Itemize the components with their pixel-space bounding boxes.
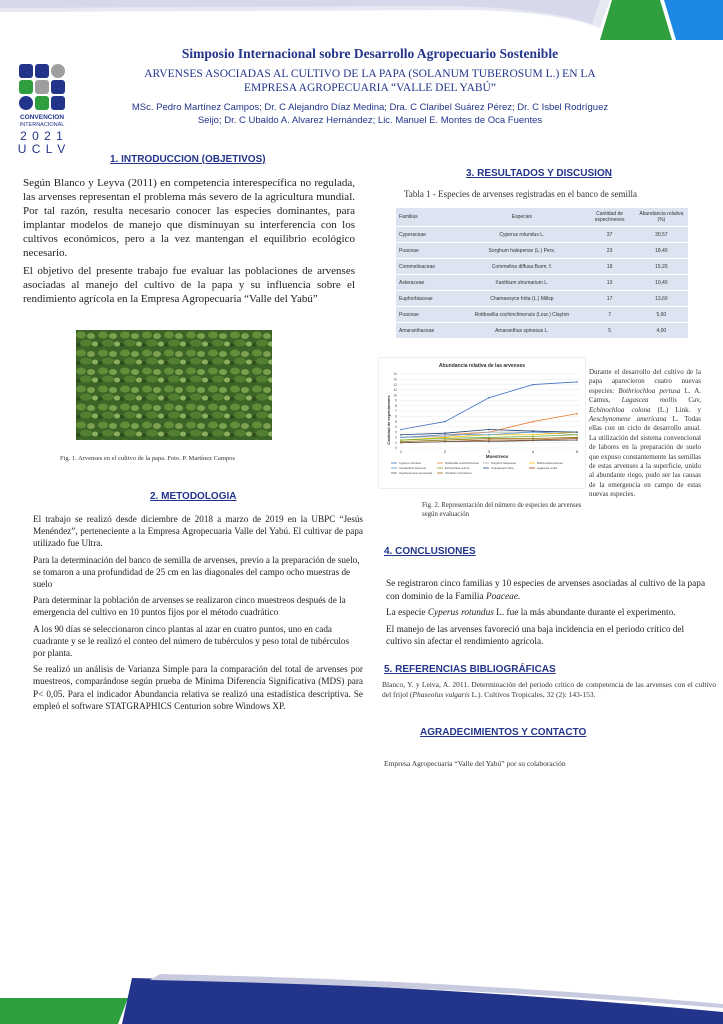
intro-text <box>23 176 355 310</box>
legend-label: Bothriochloa pertusa <box>537 461 563 465</box>
data-point <box>400 437 402 439</box>
th-abundancia: Abundancia relativa (%) <box>635 208 688 227</box>
data-point <box>444 438 446 440</box>
y-tick-label: 8 <box>395 403 397 408</box>
y-tick-label: 0 <box>395 446 397 451</box>
cell-abundance: 13,60 <box>635 291 688 307</box>
legend-label: Lagascea mollis <box>537 466 558 470</box>
methods-heading: 2. METODOLOGIA <box>150 491 237 502</box>
methods-p4: A los 90 días se seleccionaron cinco plantas al azar en cuatro puntos, uno en cada cuadrante y se le realizó el conteo del número de tubérculos y peso total de tubérculos por planta. <box>33 623 350 659</box>
conclusions-p2: La especie Cyperus rotundus L. fue la más abundante durante el experimento. <box>386 608 676 618</box>
authors-line1: MSc. Pedro Martínez Campos; Dr. C Alejandro Díaz Medina; Dra. C Claribel Suárez Pérez; Dr. C Isbel Rodríguez <box>131 102 609 113</box>
legend-label: Sorghum halepense <box>491 461 517 465</box>
intro-heading: 1. INTRODUCCION (OBJETIVOS) <box>110 154 266 165</box>
data-point <box>488 434 490 436</box>
symposium-title: Simposio Internacional sobre Desarrollo Agropecuario Sostenible <box>181 46 559 61</box>
table-row <box>396 275 688 291</box>
legend-label: Chamaesyce hirta <box>491 466 514 470</box>
logo-year: 2 0 2 1 <box>20 129 64 143</box>
logo-square <box>35 96 49 110</box>
th-cantidad: Cantidad de especímenes <box>585 208 635 227</box>
cell-count: 37 <box>585 227 635 243</box>
table-row <box>396 243 688 259</box>
fig2-caption: Fig. 2. Representación del número de especies de arvenses según evaluación <box>422 502 582 518</box>
cell-count: 19 <box>585 259 635 275</box>
cell-species: Cyperus rotundus L. <box>459 227 584 243</box>
data-point <box>532 430 534 432</box>
data-point <box>444 421 446 423</box>
footer-decoration <box>0 964 723 1024</box>
data-point <box>444 441 446 443</box>
y-tick-label: 7 <box>395 409 397 414</box>
methods-p1: El trabajo se realizó desde diciembre de 2018 a marzo de 2019 en la UBPC “Jesús Menéndez”, perteneciente a la Empresa Agropecuaria Valle del Yabú. El cultivar de papa utilizado fue Ultra. <box>33 514 363 549</box>
data-point <box>576 381 578 383</box>
logo <box>14 62 70 158</box>
side-italic-2: Lagascea mollis <box>621 396 677 405</box>
conclusions-heading: 4. CONCLUSIONES <box>384 546 476 557</box>
data-point <box>488 429 490 431</box>
chart-xlabel: Muestreos <box>485 454 509 459</box>
x-tick-label: 1 <box>399 449 403 454</box>
cell-species: Amaranthus spinosus L. <box>459 323 584 339</box>
methods-p3: Para determinar la población de arvenses se realizaron cinco muestreos después de la emergencia del cultivo en 10 puntos fijos por el método cuadrático <box>33 595 346 618</box>
cell-family: Euphorbiaceae <box>396 291 459 307</box>
cell-family: Cyperaceae <box>396 227 459 243</box>
cell-abundance: 30,57 <box>635 227 688 243</box>
logo-line1: CONVENCION <box>19 114 65 121</box>
y-tick-label: 2 <box>395 435 397 440</box>
intro-p2: El objetivo del presente trabajo fue evaluar las poblaciones de arvenses asociadas al manejo del cultivo de la papa y su influencia sobre el rendimiento agrícola en la Empresa Agropecuaria “Valle del Yabú” <box>23 265 355 305</box>
data-point <box>576 437 578 439</box>
data-point <box>400 429 402 431</box>
side-text-2: L. A. Camus, <box>589 386 701 405</box>
methods-text <box>33 513 363 716</box>
cell-count: 7 <box>585 307 635 323</box>
data-point <box>400 439 402 441</box>
y-tick-label: 1 <box>395 440 397 445</box>
side-text-5: L. Todas ellas con un ciclo de desarrollo anual. La utilización del sistema convencional de labores en la preparación de suelo que expuso constantemente las semillas de estas arvenses a la superficie, unido al abundante riego, pudo ser las causas de la emergencia en campo de estas nuevas especies. <box>589 415 701 499</box>
cell-count: 5 <box>585 323 635 339</box>
cell-abundance: 18,40 <box>635 243 688 259</box>
data-point <box>576 434 578 436</box>
fig1-caption: Fig. 1. Arvenses en el cultivo de la papa. Foto. P. Martínez Campos <box>60 455 235 462</box>
cell-count: 23 <box>585 243 635 259</box>
cell-species: Chamaesyce hirta (L.) Millsp <box>459 291 584 307</box>
cell-species: Xanthium strumarium L. <box>459 275 584 291</box>
cell-abundance: 5,60 <box>635 307 688 323</box>
side-italic-3: Echinochloa colona <box>589 405 651 414</box>
logo-org: U C L V <box>17 142 67 156</box>
references-heading: 5. REFERENCIAS BIBLIOGRÁFICAS <box>384 664 556 675</box>
x-tick-label: 5 <box>575 449 579 454</box>
data-point <box>400 434 402 436</box>
cell-family: Commelinaceae <box>396 259 459 275</box>
conclusions-p3: El manejo de las arvenses favoreció una baja incidencia en el periodo crítico del cultivo sin afectar el rendimiento agrícola. <box>386 624 685 647</box>
data-point <box>488 431 490 433</box>
logo-square <box>19 96 33 110</box>
conclusions-text <box>386 578 710 653</box>
paper-title-line2: EMPRESA AGROPECUARIA “VALLE DEL YABÚ” <box>244 82 496 94</box>
logo-square <box>19 64 33 78</box>
logo-square <box>35 64 49 78</box>
table-row <box>396 307 688 323</box>
chart-ylabel: Cantidad de especímenes <box>386 395 391 445</box>
data-point <box>488 438 490 440</box>
data-point <box>532 440 534 442</box>
cell-species: Sorghum halepense (L.) Pers. <box>459 243 584 259</box>
table-row <box>396 291 688 307</box>
results-side-text <box>589 368 701 500</box>
intro-p1: Según Blanco y Leyva (2011) en competencia interespecífica no regulada, las arvenses representan el problema más severo de la agricultura mundial. Por tal razón, resulta necesario conocer las especies dominantes, para implantar modelos de manejo que disminuyan su interferencia con los cultivos económicos, pero a la vez mantengan el equilibrio ecológico necesario. <box>23 177 355 259</box>
x-tick-label: 2 <box>443 449 447 454</box>
data-point <box>444 432 446 434</box>
y-tick-label: 13 <box>393 377 397 382</box>
data-point <box>532 384 534 386</box>
th-especies: Especies <box>459 208 584 227</box>
table-row <box>396 323 688 339</box>
logo-square <box>51 96 65 110</box>
reference-1: Blanco, Y. y Leiva, A. 2011. Determinación del periodo crítico de competencia de las arvenses con el cultivo del frijol (Phaseolus vulgaris L.). Cultivos Tropicales, 32 (2): 143-153. <box>382 680 716 699</box>
data-point <box>576 413 578 415</box>
side-text-4: (L.) Link. y <box>650 405 701 414</box>
ack-heading: AGRADECIMIENTOS Y CONTACTO <box>420 727 587 738</box>
logo-line2: INTERNACIONAL <box>19 122 65 128</box>
authors-line2: Seijo; Dr. C Ubaldo A. Alvarez Hernández; Lic. Manuel E. Montes de Oca Fuentes <box>197 115 543 126</box>
side-italic-4: Aeschynomene americana <box>589 415 667 424</box>
cell-family: Poaceae <box>396 307 459 323</box>
species-table <box>396 208 688 339</box>
logo-square <box>51 64 65 78</box>
cell-species: Rottboellia cochinchinensis (Lour.) Clayton <box>459 307 584 323</box>
legend-label: Cyperus rotundus <box>399 461 422 465</box>
legend-label: Aeschynomene americana <box>399 471 433 475</box>
data-point <box>532 438 534 440</box>
conclusions-p1: Se registraron cinco familias y 10 especies de arvenses asociadas al cultivo de la papa con dominio de la Familia Poaceae. <box>386 579 706 602</box>
chart-title: Abundancia relativa de las arvenses <box>438 363 526 369</box>
ack-text: Empresa Agropecuaria “Valle del Yabú” por su colaboración <box>384 759 566 768</box>
abundance-chart <box>378 357 586 489</box>
x-tick-label: 3 <box>487 449 491 454</box>
data-point <box>532 421 534 423</box>
side-text-1: Durante el desarrollo del cultivo de la papa aparecieron cuatro nuevas especies: <box>589 368 701 395</box>
cell-family: Poaceae <box>396 243 459 259</box>
side-text-3: Cav, <box>677 396 701 405</box>
logo-square <box>35 80 49 94</box>
th-familias: Familias <box>396 208 459 227</box>
table-header-row <box>396 208 688 227</box>
side-italic-1: Bothriochloa pertusa <box>618 386 681 395</box>
header-decoration <box>0 0 723 40</box>
table-row <box>396 227 688 243</box>
table-caption: Tabla 1 - Especies de arvenses registradas en el banco de semilla <box>404 189 638 199</box>
cell-count: 17 <box>585 291 635 307</box>
data-point <box>488 439 490 441</box>
data-point <box>444 439 446 441</box>
y-tick-label: 11 <box>393 388 397 393</box>
y-tick-label: 4 <box>395 425 397 430</box>
cell-species: Commelina diffusa Burm. f. <box>459 259 584 275</box>
cell-count: 13 <box>585 275 635 291</box>
x-tick-label: 4 <box>531 449 535 454</box>
data-point <box>576 431 578 433</box>
legend-label: Rottboellia cochinchinensis <box>445 461 479 465</box>
data-point <box>400 441 402 443</box>
y-tick-label: 3 <box>395 430 397 435</box>
y-tick-label: 6 <box>395 414 397 419</box>
cell-family: Asteraceae <box>396 275 459 291</box>
legend-label: Amaranthus spinosus <box>399 466 426 470</box>
cell-abundance: 10,40 <box>635 275 688 291</box>
table-row <box>396 259 688 275</box>
data-point <box>488 397 490 399</box>
cell-family: Amaranthaceae <box>396 323 459 339</box>
weed-photo <box>76 330 272 440</box>
methods-p2: Para la determinación del banco de semilla de arvenses, previo a la preparación de suelo, se tomaron a una profundidad de 25 cm en las diagonales del campo ocho muestras de suelo <box>33 554 360 590</box>
cell-abundance: 15,20 <box>635 259 688 275</box>
y-tick-label: 9 <box>395 398 397 403</box>
legend-label: Echinochloa colona <box>445 466 470 470</box>
data-point <box>576 439 578 441</box>
data-point <box>488 441 490 443</box>
data-point <box>444 434 446 436</box>
cell-abundance: 4,00 <box>635 323 688 339</box>
methods-p5: Se realizó un análisis de Varianza Simple para la comparación del total de arvenses por muestreos, comparándose según prueba de Mínima Diferencia Significativa (MDS) para P< 0,05. Para el indicador Abundancia relativa se realizó una estadística descriptiva. Se empleó el software STATGRAPHICS Centurion sobre Windows XP. <box>33 664 363 711</box>
logo-square <box>19 80 33 94</box>
y-tick-label: 12 <box>393 382 397 387</box>
data-point <box>532 434 534 436</box>
paper-title-line1: ARVENSES ASOCIADAS AL CULTIVO DE LA PAPA (SOLANUM TUBEROSUM L.) EN LA <box>144 68 596 80</box>
legend-label: Xanthium strumarium <box>445 471 472 475</box>
data-point <box>532 436 534 438</box>
logo-square <box>51 80 65 94</box>
y-tick-label: 10 <box>393 393 397 398</box>
y-tick-label: 5 <box>395 419 397 424</box>
y-tick-label: 14 <box>393 372 397 377</box>
results-heading: 3. RESULTADOS Y DISCUSION <box>466 168 612 179</box>
